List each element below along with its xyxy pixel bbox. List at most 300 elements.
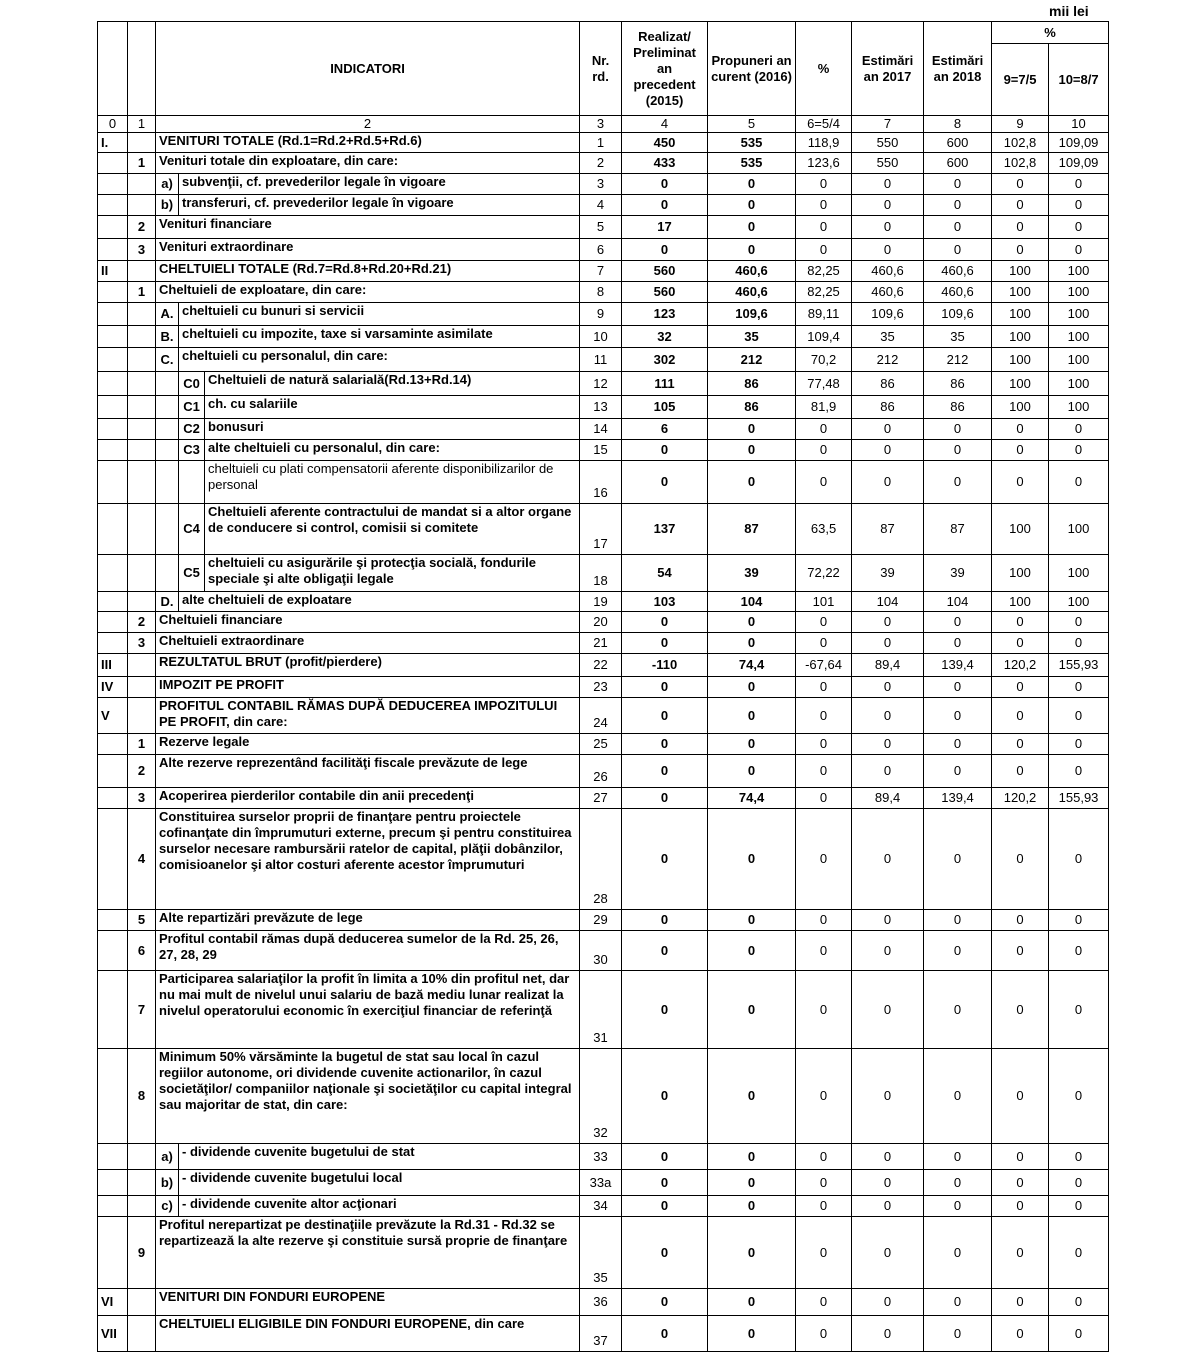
code-cell: C5 xyxy=(179,555,205,592)
value-percent: 0 xyxy=(796,195,852,216)
value-percent: 0 xyxy=(796,931,852,971)
indicator-label: REZULTATUL BRUT (profit/pierdere) xyxy=(156,654,580,677)
index-5: 5 xyxy=(708,116,796,133)
table-row xyxy=(98,326,1109,348)
value-estimari-2017: 89,4 xyxy=(852,788,924,809)
sub-number: 7 xyxy=(128,971,156,1049)
value-estimari-2018: 0 xyxy=(924,195,992,216)
table-row xyxy=(98,372,1109,396)
value-propuneri: 0 xyxy=(708,698,796,734)
section-number xyxy=(98,396,128,419)
value-pct-9: 100 xyxy=(992,348,1049,372)
row-number: 26 xyxy=(580,755,622,788)
header-estimari-2017: Estimări an 2017 xyxy=(852,22,924,116)
header-percent-group: % xyxy=(992,22,1109,44)
value-percent: 109,4 xyxy=(796,326,852,348)
letter-cell xyxy=(156,555,179,592)
sub-number xyxy=(128,195,156,216)
sub-number xyxy=(128,461,156,504)
row-number: 24 xyxy=(580,698,622,734)
value-pct-9: 120,2 xyxy=(992,654,1049,677)
sub-number: 2 xyxy=(128,216,156,239)
value-estimari-2017: 0 xyxy=(852,1289,924,1316)
row-number: 33a xyxy=(580,1170,622,1196)
value-estimari-2018: 0 xyxy=(924,216,992,239)
value-pct-10: 0 xyxy=(1049,239,1109,261)
sub-number: 2 xyxy=(128,755,156,788)
value-pct-9: 0 xyxy=(992,1049,1049,1144)
indicator-label: Minimum 50% vărsăminte la bugetul de stat sau local în cazul regiilor autonome, ori dividende cuvenite actionarilor, în cazul societăţilor/ companiilor naţionale şi societăţilor cu capital integral sau majoritar de stat, din care: xyxy=(156,1049,580,1144)
value-propuneri: 0 xyxy=(708,755,796,788)
row-number: 8 xyxy=(580,282,622,303)
letter-cell: C. xyxy=(156,348,179,372)
indicator-label: ch. cu salariile xyxy=(205,396,580,419)
sub-number: 3 xyxy=(128,633,156,654)
value-pct-9: 0 xyxy=(992,612,1049,633)
value-percent: 72,22 xyxy=(796,555,852,592)
sub-number xyxy=(128,555,156,592)
value-estimari-2017: 0 xyxy=(852,809,924,910)
value-pct-10: 100 xyxy=(1049,592,1109,612)
value-propuneri: 74,4 xyxy=(708,654,796,677)
value-estimari-2017: 0 xyxy=(852,612,924,633)
section-number xyxy=(98,372,128,396)
value-estimari-2018: 0 xyxy=(924,419,992,440)
indicator-label: alte cheltuieli cu personalul, din care: xyxy=(205,440,580,461)
sub-number xyxy=(128,174,156,195)
value-pct-9: 0 xyxy=(992,1144,1049,1170)
value-pct-10: 0 xyxy=(1049,1289,1109,1316)
section-number xyxy=(98,348,128,372)
indicator-label: Cheltuieli de natură salarială(Rd.13+Rd.14) xyxy=(205,372,580,396)
indicator-label: Cheltuieli aferente contractului de mandat si a altor organe de conducere si control, comisii si comitete xyxy=(205,504,580,555)
value-estimari-2018: 460,6 xyxy=(924,282,992,303)
value-pct-10: 100 xyxy=(1049,303,1109,326)
value-pct-10: 100 xyxy=(1049,261,1109,282)
value-realizat: 0 xyxy=(622,931,708,971)
value-pct-9: 0 xyxy=(992,931,1049,971)
row-number: 37 xyxy=(580,1316,622,1352)
index-0: 0 xyxy=(98,116,128,133)
value-percent: 81,9 xyxy=(796,396,852,419)
value-estimari-2018: 0 xyxy=(924,239,992,261)
row-number: 1 xyxy=(580,133,622,153)
indicator-label: - dividende cuvenite bugetului local xyxy=(179,1170,580,1196)
value-estimari-2018: 0 xyxy=(924,1217,992,1289)
value-propuneri: 0 xyxy=(708,1170,796,1196)
value-propuneri: 0 xyxy=(708,239,796,261)
value-propuneri: 0 xyxy=(708,174,796,195)
value-estimari-2018: 139,4 xyxy=(924,788,992,809)
value-percent: 0 xyxy=(796,788,852,809)
row-number: 20 xyxy=(580,612,622,633)
value-realizat: 54 xyxy=(622,555,708,592)
value-propuneri: 212 xyxy=(708,348,796,372)
indicator-label: cheltuieli cu personalul, din care: xyxy=(179,348,580,372)
value-realizat: 0 xyxy=(622,809,708,910)
value-propuneri: 0 xyxy=(708,809,796,910)
row-number: 7 xyxy=(580,261,622,282)
sub-number: 6 xyxy=(128,931,156,971)
row-number: 19 xyxy=(580,592,622,612)
value-pct-10: 0 xyxy=(1049,910,1109,931)
header-estimari-2018: Estimări an 2018 xyxy=(924,22,992,116)
sub-number xyxy=(128,326,156,348)
code-cell: C0 xyxy=(179,372,205,396)
value-propuneri: 0 xyxy=(708,1217,796,1289)
value-realizat: 450 xyxy=(622,133,708,153)
sub-number: 4 xyxy=(128,809,156,910)
section-number xyxy=(98,592,128,612)
index-10: 10 xyxy=(1049,116,1109,133)
indicator-label: subvenţii, cf. prevederilor legale în vigoare xyxy=(179,174,580,195)
value-pct-9: 0 xyxy=(992,461,1049,504)
value-pct-9: 102,8 xyxy=(992,153,1049,174)
table-row xyxy=(98,1144,1109,1170)
header-realizat: Realizat/ Preliminat an precedent (2015) xyxy=(622,22,708,116)
value-pct-9: 0 xyxy=(992,1170,1049,1196)
sub-number: 8 xyxy=(128,1049,156,1144)
value-pct-9: 0 xyxy=(992,440,1049,461)
value-realizat: 105 xyxy=(622,396,708,419)
value-realizat: 0 xyxy=(622,461,708,504)
value-propuneri: 87 xyxy=(708,504,796,555)
value-estimari-2017: 460,6 xyxy=(852,261,924,282)
value-estimari-2017: 39 xyxy=(852,555,924,592)
row-number: 25 xyxy=(580,734,622,755)
value-realizat: 32 xyxy=(622,326,708,348)
value-estimari-2017: 87 xyxy=(852,504,924,555)
sub-number xyxy=(128,133,156,153)
section-number xyxy=(98,195,128,216)
value-pct-10: 109,09 xyxy=(1049,153,1109,174)
value-estimari-2018: 0 xyxy=(924,1316,992,1352)
section-number xyxy=(98,239,128,261)
row-number: 15 xyxy=(580,440,622,461)
value-propuneri: 0 xyxy=(708,1049,796,1144)
value-estimari-2017: 0 xyxy=(852,698,924,734)
row-number: 5 xyxy=(580,216,622,239)
value-estimari-2017: 0 xyxy=(852,440,924,461)
value-percent: 118,9 xyxy=(796,133,852,153)
value-pct-9: 0 xyxy=(992,633,1049,654)
value-pct-10: 0 xyxy=(1049,1170,1109,1196)
unit-label: mii lei xyxy=(1049,3,1089,19)
index-2: 2 xyxy=(156,116,580,133)
row-number: 23 xyxy=(580,677,622,698)
value-estimari-2017: 0 xyxy=(852,1196,924,1217)
value-percent: 82,25 xyxy=(796,282,852,303)
section-number xyxy=(98,755,128,788)
section-number xyxy=(98,326,128,348)
letter-cell: b) xyxy=(156,1170,179,1196)
value-percent: 0 xyxy=(796,174,852,195)
table-row xyxy=(98,734,1109,755)
value-estimari-2017: 109,6 xyxy=(852,303,924,326)
table-row xyxy=(98,1217,1109,1289)
value-pct-9: 120,2 xyxy=(992,788,1049,809)
sub-number xyxy=(128,698,156,734)
sub-number xyxy=(128,1316,156,1352)
indicator-label: cheltuieli cu impozite, taxe si varsaminte asimilate xyxy=(179,326,580,348)
sub-number xyxy=(128,419,156,440)
table-row xyxy=(98,1316,1109,1352)
header-row xyxy=(98,22,1109,44)
table-row xyxy=(98,698,1109,734)
value-percent: 0 xyxy=(796,216,852,239)
header-indicatori: INDICATORI xyxy=(156,22,580,116)
section-number xyxy=(98,971,128,1049)
value-percent: 89,11 xyxy=(796,303,852,326)
index-4: 4 xyxy=(622,116,708,133)
value-pct-10: 0 xyxy=(1049,971,1109,1049)
value-propuneri: 104 xyxy=(708,592,796,612)
value-percent: 0 xyxy=(796,440,852,461)
value-estimari-2018: 0 xyxy=(924,677,992,698)
table-row xyxy=(98,303,1109,326)
value-propuneri: 460,6 xyxy=(708,261,796,282)
value-estimari-2018: 86 xyxy=(924,396,992,419)
indicator-label: Cheltuieli financiare xyxy=(156,612,580,633)
value-estimari-2018: 0 xyxy=(924,1144,992,1170)
value-propuneri: 535 xyxy=(708,153,796,174)
value-estimari-2017: 0 xyxy=(852,1316,924,1352)
value-propuneri: 86 xyxy=(708,372,796,396)
code-cell: C1 xyxy=(179,396,205,419)
value-estimari-2017: 0 xyxy=(852,734,924,755)
value-pct-9: 102,8 xyxy=(992,133,1049,153)
value-realizat: 0 xyxy=(622,1316,708,1352)
sub-number: 1 xyxy=(128,153,156,174)
sub-number xyxy=(128,677,156,698)
row-number: 32 xyxy=(580,1049,622,1144)
value-estimari-2017: 550 xyxy=(852,153,924,174)
value-pct-10: 155,93 xyxy=(1049,788,1109,809)
value-percent: 0 xyxy=(796,1049,852,1144)
value-estimari-2017: 0 xyxy=(852,195,924,216)
value-pct-9: 0 xyxy=(992,216,1049,239)
value-estimari-2018: 600 xyxy=(924,133,992,153)
section-number: IV xyxy=(98,677,128,698)
row-number: 13 xyxy=(580,396,622,419)
row-number: 33 xyxy=(580,1144,622,1170)
header-nr-rd: Nr. rd. xyxy=(580,22,622,116)
table-row xyxy=(98,654,1109,677)
indicator-label: Cheltuieli de exploatare, din care: xyxy=(156,282,580,303)
sub-number: 1 xyxy=(128,734,156,755)
row-number: 21 xyxy=(580,633,622,654)
value-estimari-2017: 460,6 xyxy=(852,282,924,303)
value-realizat: 0 xyxy=(622,612,708,633)
value-pct-10: 0 xyxy=(1049,174,1109,195)
row-number: 4 xyxy=(580,195,622,216)
value-estimari-2017: 0 xyxy=(852,419,924,440)
sub-number: 5 xyxy=(128,910,156,931)
value-percent: 0 xyxy=(796,971,852,1049)
value-estimari-2018: 0 xyxy=(924,461,992,504)
value-pct-10: 0 xyxy=(1049,440,1109,461)
value-pct-9: 0 xyxy=(992,734,1049,755)
value-percent: 0 xyxy=(796,698,852,734)
indicator-label: Participarea salariaţilor la profit în limita a 10% din profitul net, dar nu mai mult de nivelul unui salariu de bază mediu lunar realizat la nivelul operatorului economic în exerciţiul financiar de referinţă xyxy=(156,971,580,1049)
section-number: II xyxy=(98,261,128,282)
value-percent: 0 xyxy=(796,419,852,440)
value-propuneri: 0 xyxy=(708,734,796,755)
value-pct-10: 100 xyxy=(1049,504,1109,555)
sub-number xyxy=(128,372,156,396)
sub-number xyxy=(128,654,156,677)
table-row xyxy=(98,348,1109,372)
value-estimari-2018: 0 xyxy=(924,633,992,654)
value-percent: 0 xyxy=(796,1170,852,1196)
code-cell: C3 xyxy=(179,440,205,461)
letter-cell xyxy=(156,396,179,419)
value-propuneri: 0 xyxy=(708,910,796,931)
value-propuneri: 109,6 xyxy=(708,303,796,326)
value-estimari-2017: 550 xyxy=(852,133,924,153)
value-pct-10: 0 xyxy=(1049,698,1109,734)
table-row xyxy=(98,677,1109,698)
value-pct-10: 0 xyxy=(1049,419,1109,440)
letter-cell: D. xyxy=(156,592,179,612)
value-propuneri: 535 xyxy=(708,133,796,153)
value-realizat: 0 xyxy=(622,1289,708,1316)
indicator-label: - dividende cuvenite bugetului de stat xyxy=(179,1144,580,1170)
sub-number: 3 xyxy=(128,239,156,261)
table-row xyxy=(98,133,1109,153)
value-percent: 0 xyxy=(796,677,852,698)
value-percent: 101 xyxy=(796,592,852,612)
value-pct-10: 0 xyxy=(1049,734,1109,755)
section-number xyxy=(98,1196,128,1217)
row-number: 22 xyxy=(580,654,622,677)
sub-number xyxy=(128,1196,156,1217)
value-propuneri: 35 xyxy=(708,326,796,348)
value-propuneri: 0 xyxy=(708,633,796,654)
table-row xyxy=(98,239,1109,261)
table-row xyxy=(98,1196,1109,1217)
value-pct-9: 100 xyxy=(992,504,1049,555)
value-estimari-2018: 0 xyxy=(924,910,992,931)
value-pct-10: 100 xyxy=(1049,372,1109,396)
value-percent: 77,48 xyxy=(796,372,852,396)
value-pct-10: 0 xyxy=(1049,755,1109,788)
value-pct-9: 0 xyxy=(992,1217,1049,1289)
header-percent: % xyxy=(796,22,852,116)
index-6: 6=5/4 xyxy=(796,116,852,133)
value-realizat: -110 xyxy=(622,654,708,677)
header-col0 xyxy=(98,22,128,116)
value-percent: 63,5 xyxy=(796,504,852,555)
indicator-label: alte cheltuieli de exploatare xyxy=(179,592,580,612)
value-percent: 0 xyxy=(796,809,852,910)
indicator-label: VENITURI DIN FONDURI EUROPENE xyxy=(156,1289,580,1316)
index-3: 3 xyxy=(580,116,622,133)
row-number: 28 xyxy=(580,809,622,910)
value-pct-9: 0 xyxy=(992,809,1049,910)
value-pct-9: 0 xyxy=(992,419,1049,440)
value-realizat: 0 xyxy=(622,698,708,734)
header-col1 xyxy=(128,22,156,116)
table-row xyxy=(98,910,1109,931)
value-pct-10: 0 xyxy=(1049,1196,1109,1217)
table-row xyxy=(98,216,1109,239)
row-number: 14 xyxy=(580,419,622,440)
value-pct-10: 100 xyxy=(1049,282,1109,303)
row-number: 31 xyxy=(580,971,622,1049)
value-pct-9: 100 xyxy=(992,326,1049,348)
value-pct-10: 109,09 xyxy=(1049,133,1109,153)
value-propuneri: 74,4 xyxy=(708,788,796,809)
section-number xyxy=(98,419,128,440)
value-pct-9: 0 xyxy=(992,677,1049,698)
value-estimari-2017: 0 xyxy=(852,633,924,654)
section-number: V xyxy=(98,698,128,734)
value-propuneri: 0 xyxy=(708,1196,796,1217)
value-estimari-2018: 0 xyxy=(924,440,992,461)
indicator-label: PROFITUL CONTABIL RĂMAS DUPĂ DEDUCEREA IMPOZITULUI PE PROFIT, din care: xyxy=(156,698,580,734)
sub-number: 3 xyxy=(128,788,156,809)
value-propuneri: 86 xyxy=(708,396,796,419)
value-propuneri: 0 xyxy=(708,1144,796,1170)
table-row xyxy=(98,396,1109,419)
letter-cell: a) xyxy=(156,1144,179,1170)
value-realizat: 123 xyxy=(622,303,708,326)
section-number xyxy=(98,440,128,461)
budget-table xyxy=(97,21,1109,1352)
value-estimari-2017: 0 xyxy=(852,174,924,195)
row-number: 9 xyxy=(580,303,622,326)
table-row xyxy=(98,1289,1109,1316)
value-realizat: 111 xyxy=(622,372,708,396)
section-number: VI xyxy=(98,1289,128,1316)
table-row xyxy=(98,461,1109,504)
value-estimari-2018: 0 xyxy=(924,1170,992,1196)
value-propuneri: 0 xyxy=(708,195,796,216)
value-realizat: 0 xyxy=(622,1217,708,1289)
table-row xyxy=(98,1170,1109,1196)
value-realizat: 0 xyxy=(622,239,708,261)
sub-number xyxy=(128,504,156,555)
value-estimari-2018: 104 xyxy=(924,592,992,612)
value-pct-9: 0 xyxy=(992,910,1049,931)
value-percent: 0 xyxy=(796,633,852,654)
value-realizat: 0 xyxy=(622,910,708,931)
letter-cell: a) xyxy=(156,174,179,195)
value-realizat: 0 xyxy=(622,971,708,1049)
row-number: 30 xyxy=(580,931,622,971)
section-number xyxy=(98,1049,128,1144)
value-estimari-2017: 0 xyxy=(852,1217,924,1289)
row-number: 18 xyxy=(580,555,622,592)
value-realizat: 0 xyxy=(622,440,708,461)
indicator-label: cheltuieli cu bunuri si servicii xyxy=(179,303,580,326)
sub-number xyxy=(128,1289,156,1316)
value-estimari-2018: 0 xyxy=(924,809,992,910)
section-number xyxy=(98,555,128,592)
table-row xyxy=(98,419,1109,440)
row-number: 12 xyxy=(580,372,622,396)
value-propuneri: 0 xyxy=(708,419,796,440)
table-row xyxy=(98,195,1109,216)
value-estimari-2018: 0 xyxy=(924,1289,992,1316)
index-1: 1 xyxy=(128,116,156,133)
sub-number xyxy=(128,303,156,326)
value-estimari-2017: 0 xyxy=(852,971,924,1049)
letter-cell xyxy=(156,504,179,555)
value-pct-9: 0 xyxy=(992,1289,1049,1316)
value-percent: 0 xyxy=(796,1316,852,1352)
